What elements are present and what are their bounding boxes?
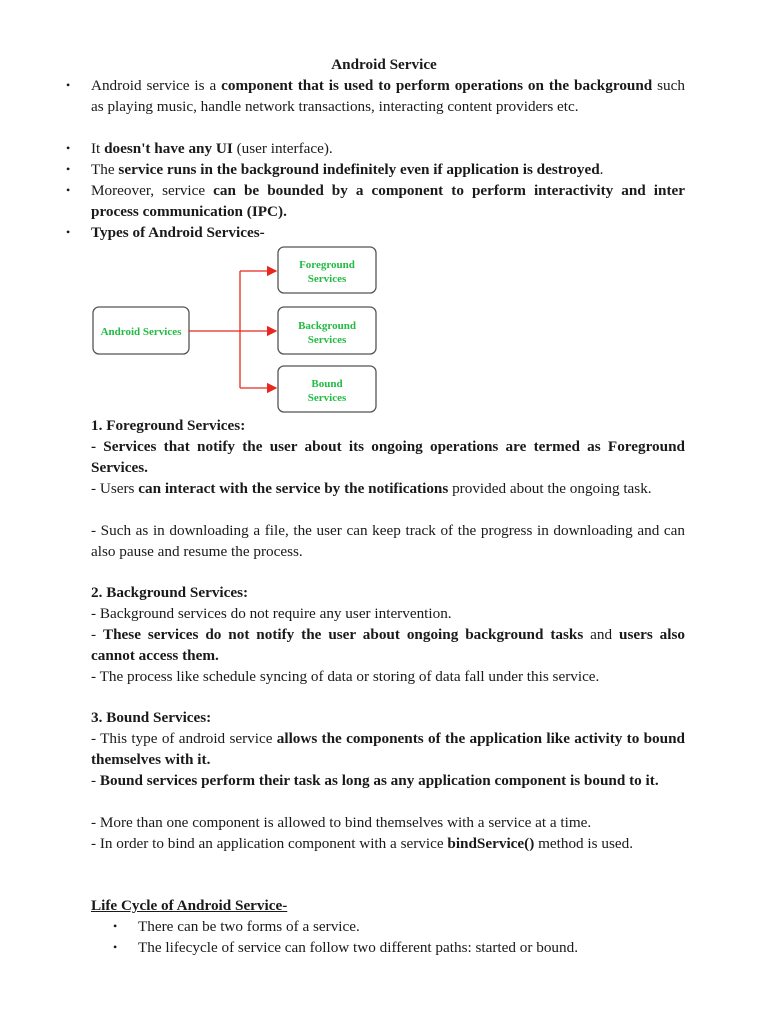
bold-run: component that is used to perform operations on the background bbox=[221, 77, 653, 94]
text-run: - Background services do not require any user intervention. bbox=[91, 605, 452, 622]
lifecycle-item: The lifecycle of service can follow two different paths: started or bound. bbox=[138, 939, 578, 956]
bold-run: can interact with the service by the notifications bbox=[138, 480, 449, 497]
text-run: The bbox=[91, 161, 119, 178]
bullet-icon: • bbox=[66, 141, 71, 155]
bold-run: Types of Android Services- bbox=[91, 224, 265, 241]
bold-run: can be bounded by a component to perform interactivity and inter process communication (IPC). bbox=[91, 182, 685, 220]
background-label: Background bbox=[298, 320, 356, 332]
page-title: Android Service bbox=[331, 56, 437, 73]
bold-run: bindService() bbox=[447, 835, 535, 852]
text-run: such as playing music, handle network transactions, interacting content providers etc. bbox=[91, 77, 685, 115]
section-line bbox=[91, 833, 685, 854]
section-heading-foreground: 1. Foreground Services: bbox=[91, 417, 246, 434]
text-run: - The process like schedule syncing of data or storing of data fall under this service. bbox=[91, 668, 600, 685]
bullet-icon: • bbox=[66, 183, 71, 197]
bullet-icon: • bbox=[66, 162, 71, 176]
section-heading-bound: 3. Bound Services: bbox=[91, 709, 212, 726]
section-line bbox=[91, 603, 685, 624]
services-diagram bbox=[85, 240, 385, 420]
bullet-icon: • bbox=[113, 919, 118, 933]
bullet-3 bbox=[91, 180, 685, 222]
bold-run: - Services that notify the user about its ongoing operations are termed as Foreground Services. bbox=[91, 438, 685, 476]
bold-run: Bound services perform their task as long as any application component is bound to it. bbox=[99, 772, 659, 789]
section-line bbox=[91, 478, 685, 499]
bound-label: Bound bbox=[311, 378, 343, 390]
text-run: (user interface). bbox=[232, 140, 333, 157]
text-run: Moreover, service bbox=[91, 182, 214, 199]
bullet-icon: • bbox=[66, 78, 71, 92]
text-run: - bbox=[91, 626, 103, 643]
text-run: provided about the ongoing task. bbox=[448, 480, 652, 497]
section-line bbox=[91, 520, 685, 562]
bold-run: service runs in the background indefinitely even if application is destroyed bbox=[118, 161, 600, 178]
background-label-2: Services bbox=[307, 334, 347, 346]
section-line bbox=[91, 770, 685, 791]
bold-run: allows the components of the application like activity to bound themselves with it. bbox=[91, 730, 685, 768]
text-run: It bbox=[91, 140, 105, 157]
text-run: Android service is a bbox=[91, 77, 222, 94]
bullet-2 bbox=[91, 159, 685, 180]
section-line bbox=[91, 436, 685, 478]
section-line bbox=[91, 666, 685, 687]
text-run: - Users bbox=[91, 480, 139, 497]
section-line bbox=[91, 812, 685, 833]
text-run: - More than one component is allowed to bind themselves with a service at a time. bbox=[91, 814, 592, 831]
text-run: and bbox=[583, 626, 620, 643]
bullet-1 bbox=[91, 138, 685, 159]
bold-run: users also cannot access them. bbox=[91, 626, 686, 664]
text-run: - In order to bind an application component with a service bbox=[91, 835, 448, 852]
text-run: method is used. bbox=[534, 835, 633, 852]
text-run: - This type of android service bbox=[91, 730, 277, 747]
lifecycle-item: There can be two forms of a service. bbox=[138, 918, 360, 935]
foreground-label-2: Services bbox=[307, 273, 347, 285]
bullet-icon: • bbox=[113, 940, 118, 954]
text-run: - bbox=[91, 772, 100, 789]
bullet-icon: • bbox=[66, 225, 71, 239]
section-line bbox=[91, 624, 685, 666]
root-label: Android Services bbox=[100, 326, 182, 338]
foreground-label: Foreground bbox=[299, 259, 355, 271]
section-heading-background: 2. Background Services: bbox=[91, 584, 249, 601]
bullet-0 bbox=[91, 75, 685, 117]
text-run: - Such as in downloading a file, the user can keep track of the progress in downloading and can also pause and resume the process. bbox=[91, 522, 685, 560]
section-line bbox=[91, 728, 685, 770]
bold-run: doesn't have any UI bbox=[104, 140, 233, 157]
bound-label-2: Services bbox=[307, 392, 347, 404]
lifecycle-heading: Life Cycle of Android Service- bbox=[91, 897, 288, 914]
bold-run: These services do not notify the user about ongoing background tasks bbox=[102, 626, 584, 643]
text-run: . bbox=[599, 161, 604, 178]
